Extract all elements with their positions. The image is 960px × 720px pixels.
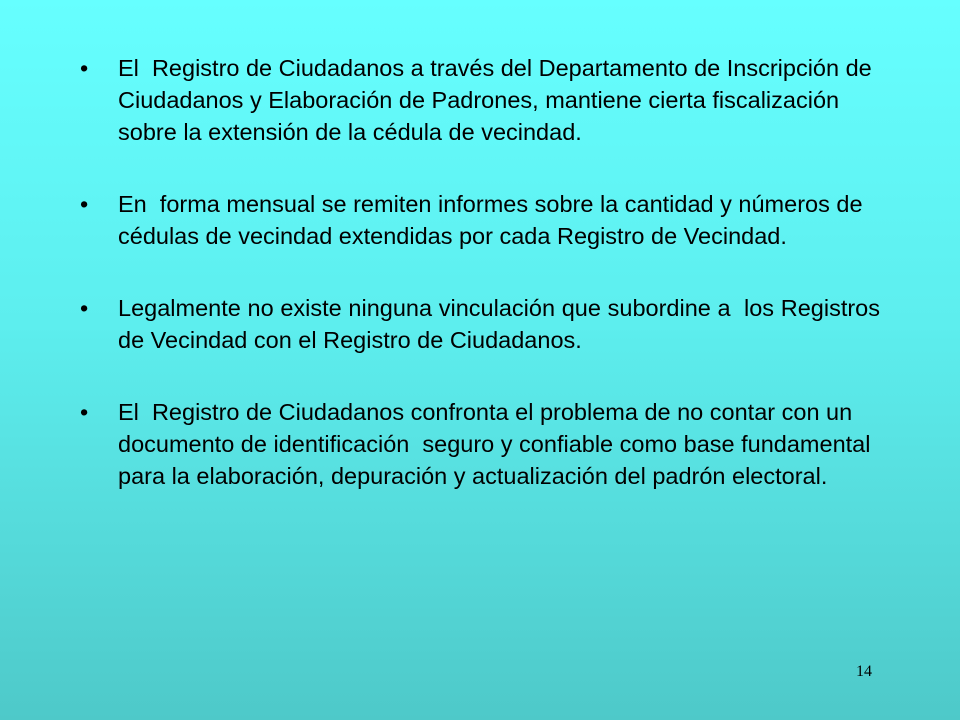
bullet-list (80, 52, 887, 532)
bullet-text: El Registro de Ciudadanos a través del Departamento de Inscripción de Ciudadanos y Elaboración de Padrones, mantiene cierta fiscalización sobre la extensión de la cédula de vecindad. (118, 55, 879, 145)
bullet-item-vinculacion-legal (80, 292, 887, 356)
bullet-dot-icon: • (80, 55, 89, 81)
bullet-dot-icon: • (80, 295, 89, 321)
bullet-text: En forma mensual se remiten informes sobre la cantidad y números de cédulas de vecindad extendidas por cada Registro de Vecindad. (118, 191, 870, 249)
bullet-dot-icon: • (80, 191, 89, 217)
bullet-text: Legalmente no existe ninguna vinculación que subordine a los Registros de Vecindad con el Registro de Ciudadanos. (118, 295, 887, 353)
bullet-item-registro-fiscalizacion (80, 52, 880, 148)
bullet-item-problema-documento (80, 396, 880, 492)
page-number: 14 (856, 663, 872, 680)
bullet-item-informes-mensuales (80, 188, 880, 252)
bullet-dot-icon: • (80, 399, 89, 425)
bullet-text: El Registro de Ciudadanos confronta el problema de no contar con un documento de identificación seguro y confiable como base fundamental para la elaboración, depuración y actualización del padrón electoral. (118, 399, 878, 489)
